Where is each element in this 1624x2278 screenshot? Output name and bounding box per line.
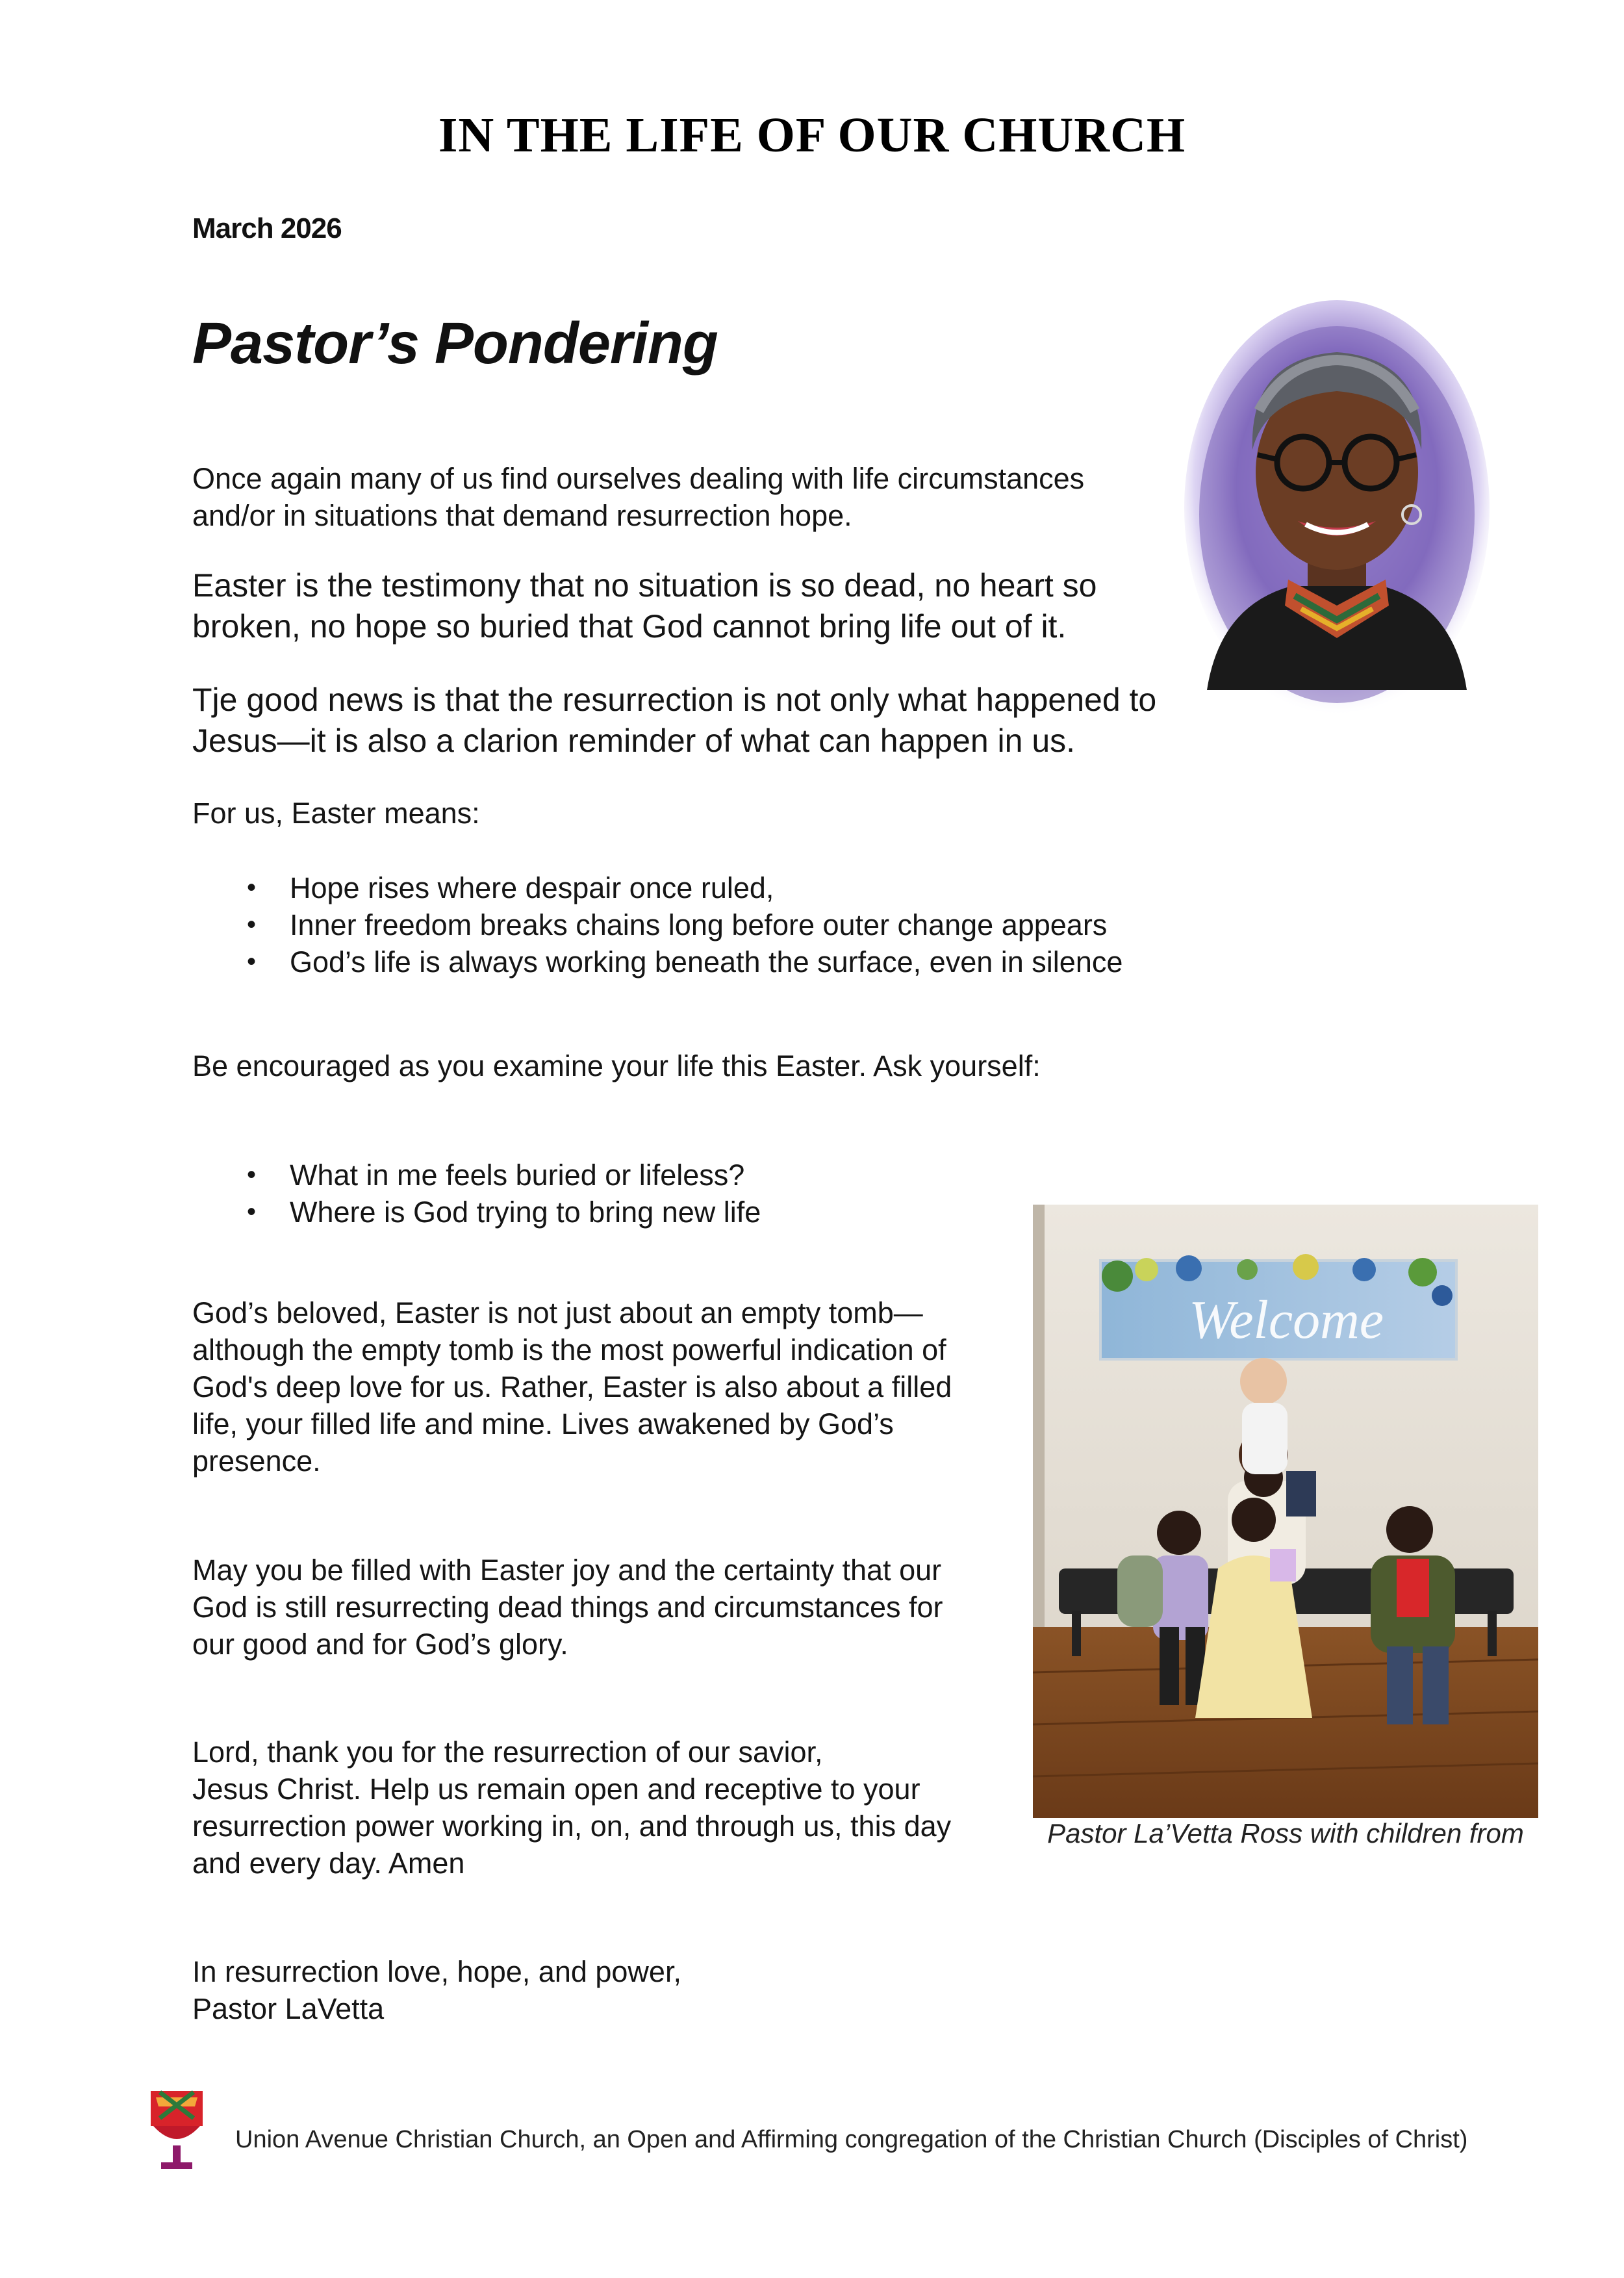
text-line: Pastor LaVetta: [192, 1992, 385, 2025]
text-line: God is still resurrecting dead things and circumstances for: [192, 1591, 943, 1624]
chalice-logo: [147, 2087, 207, 2173]
list-item: • What in me feels buried or lifeless?: [192, 1157, 761, 1194]
paragraph-prayer: [192, 1734, 951, 1882]
section-heading: Pastor’s Pondering: [192, 311, 718, 376]
text-line: resurrection power working in, on, and through us, this day: [192, 1810, 952, 1843]
paragraph-easter-testimony: [192, 565, 1097, 647]
paragraph-gods-beloved: [192, 1294, 952, 1479]
list-item: • Hope rises where despair once ruled,: [192, 869, 1123, 906]
closing-signature: [192, 1953, 681, 2027]
paragraph-intro: [192, 460, 1084, 534]
list-item: • God’s life is always working beneath the surface, even in silence: [192, 943, 1123, 980]
text-line: In resurrection love, hope, and power,: [192, 1955, 681, 1988]
newsletter-title: IN THE LIFE OF OUR CHURCH: [438, 108, 1186, 162]
list-item: • Where is God trying to bring new life: [192, 1194, 761, 1231]
text-line: broken, no hope so buried that God cannot bring life out of it.: [192, 608, 1067, 645]
text-line: God's deep love for us. Rather, Easter is also about a filled: [192, 1370, 952, 1403]
welcome-banner-text: Welcome: [1188, 1290, 1384, 1350]
text-line: May you be filled with Easter joy and the certainty that our: [192, 1554, 942, 1587]
group-photo-illustration: [1033, 1205, 1538, 1818]
text-line: although the empty tomb is the most powerful indication of: [192, 1333, 946, 1366]
text-line: God’s beloved, Easter is not just about an empty tomb—: [192, 1296, 923, 1329]
group-photo: [1033, 1205, 1538, 1818]
text-line: Lord, thank you for the resurrection of our savior,: [192, 1735, 823, 1769]
questions-list: [192, 1157, 761, 1231]
chalice-icon: [147, 2087, 207, 2173]
text-line: presence.: [192, 1444, 321, 1478]
list-item: • Inner freedom breaks chains long before outer change appears: [192, 906, 1123, 943]
pastor-portrait: [1181, 300, 1493, 723]
text-line: our good and for God’s glory.: [192, 1628, 568, 1661]
text-line: Easter is the testimony that no situation is so dead, no heart so: [192, 567, 1097, 604]
footer-text: Union Avenue Christian Church, an Open and Affirming congregation of the Christian Church (Disciples of Christ): [235, 2126, 1468, 2153]
text-line: and/or in situations that demand resurrection hope.: [192, 499, 852, 532]
text-line: Jesus Christ. Help us remain open and receptive to your: [192, 1772, 920, 1806]
photo-caption: Pastor La’Vetta Ross with children from: [1047, 1818, 1524, 1849]
pastor-portrait-illustration: [1181, 300, 1493, 723]
paragraph-good-news: [192, 680, 1156, 761]
issue-date: March 2026: [192, 212, 342, 244]
paragraph-be-encouraged: Be encouraged as you examine your life this Easter. Ask yourself:: [192, 1049, 1041, 1082]
easter-means-list: [192, 869, 1123, 980]
text-line: Once again many of us find ourselves dealing with life circumstances: [192, 462, 1085, 495]
text-line: life, your filled life and mine. Lives awakened by God’s: [192, 1407, 894, 1440]
text-line: and every day. Amen: [192, 1847, 465, 1880]
text-line: Tje good news is that the resurrection is not only what happened to: [192, 682, 1157, 718]
paragraph-easter-joy: [192, 1552, 943, 1663]
text-line: Jesus—it is also a clarion reminder of what can happen in us.: [192, 723, 1076, 759]
paragraph-easter-means: For us, Easter means:: [192, 797, 480, 830]
